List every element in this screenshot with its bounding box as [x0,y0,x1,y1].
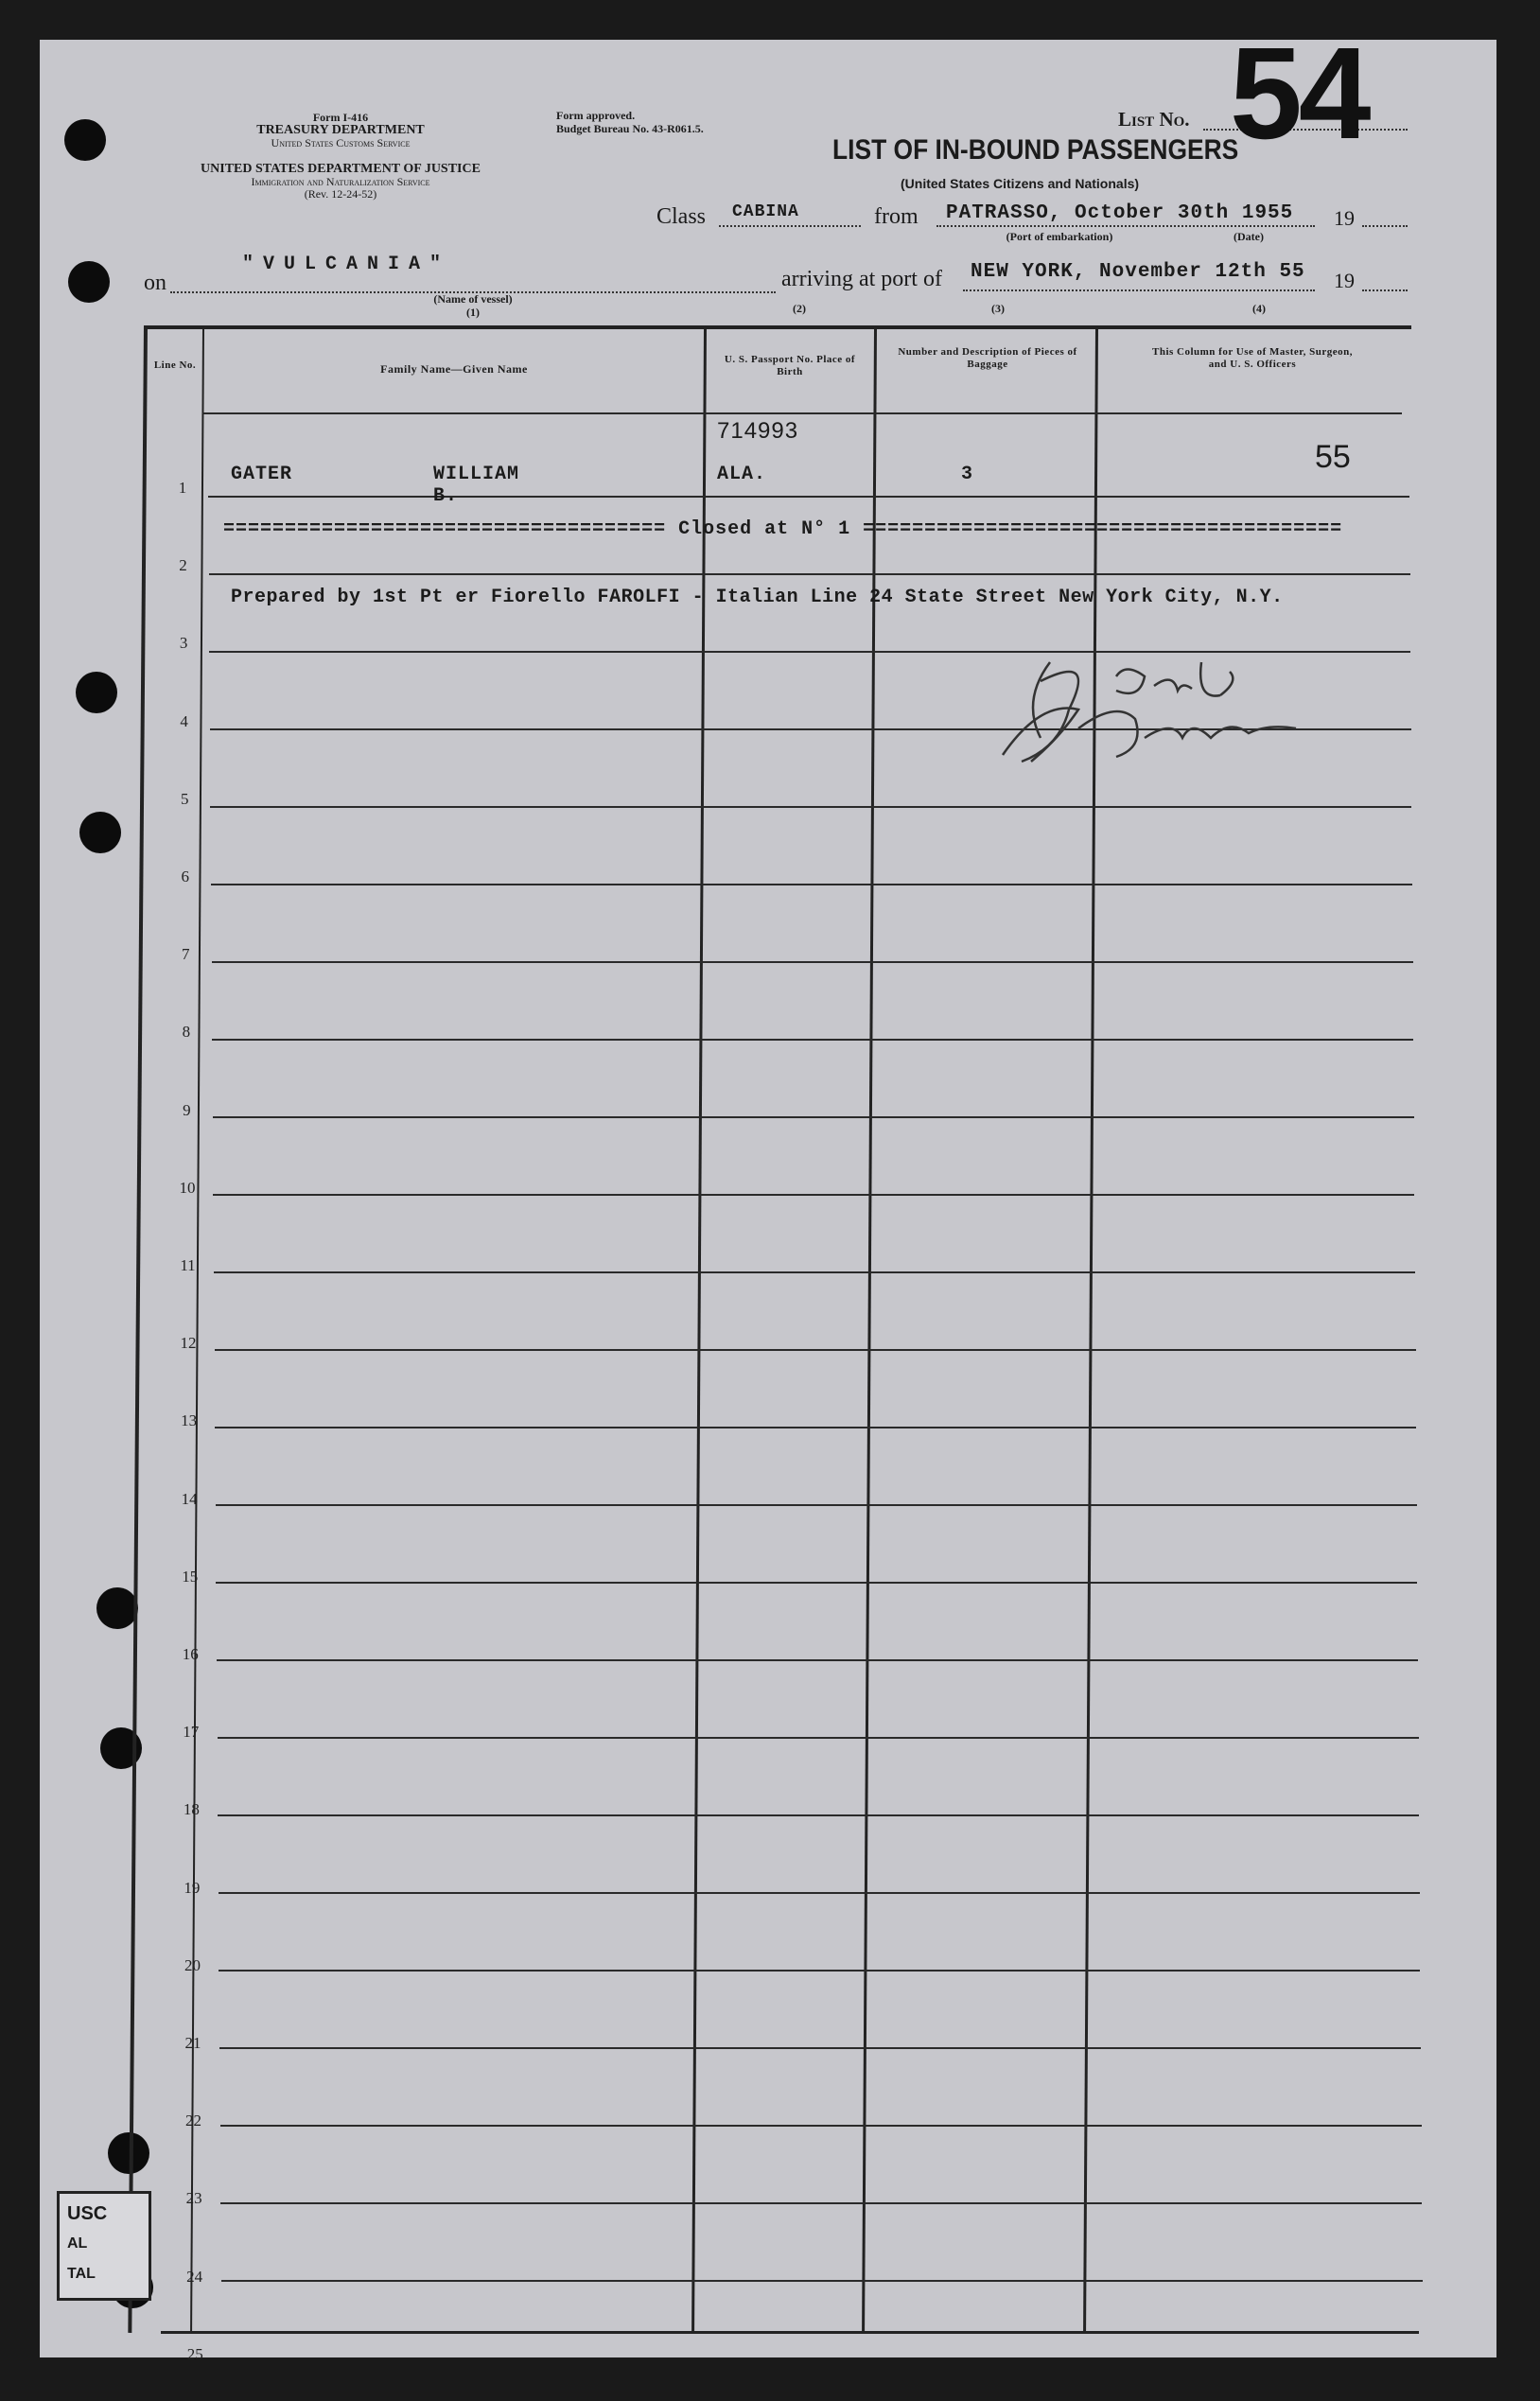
binder-hole [76,672,117,713]
from-label: from [874,204,919,229]
class-value: CABINA [732,202,799,221]
row-rule [214,1271,1415,1273]
row-rule [219,1892,1420,1894]
column-header-line-no: Line No. [153,359,197,371]
line-number: 4 [180,711,188,730]
row-rule [218,1737,1419,1739]
line-number: 25 [186,2344,203,2363]
line-number: 10 [179,1178,196,1197]
row-rule [219,2047,1421,2049]
line-number: 5 [180,789,189,808]
line-number: 8 [182,1023,191,1042]
line-number: 21 [184,2034,201,2052]
line-number: 14 [181,1489,198,1508]
column-header-baggage: Number and Description of Pieces of Baggage [898,346,1077,370]
arriving-value: NEW YORK, November 12th 55 [971,261,1305,283]
row-rule [215,1349,1416,1351]
line-number: 2 [179,556,187,575]
handwritten-signature [984,643,1362,776]
line-number: 3 [179,634,188,653]
class-underline [719,225,861,227]
line-number: 16 [182,1645,199,1663]
treasury-department: TREASURY DEPARTMENT [256,123,425,137]
stamp-line-3: TAL [67,2266,96,2282]
given-name: WILLIAM B. [433,464,520,507]
stamp-line-2: AL [67,2235,88,2252]
closed-at-text [223,518,1434,540]
row-rule [212,1039,1413,1041]
line-number: 17 [183,1723,200,1742]
document-title: LIST OF IN-BOUND PASSENGERS [832,134,1239,166]
column-header-name: Family Name—Given Name [380,362,528,376]
from-underline [936,225,1315,227]
line-number: 24 [186,2267,203,2286]
row-rule [219,1970,1420,1972]
form-number: Form I-416 [312,111,369,124]
class-label: Class [656,204,707,229]
department-of-justice: UNITED STATES DEPARTMENT OF JUSTICE [201,162,481,176]
line-number: 7 [182,945,190,964]
year-prefix-2: 19 [1334,269,1355,292]
immigration-service: Immigration and Naturalization Service [251,175,430,188]
date-caption: (Date) [1234,230,1264,243]
from-value: PATRASSO, October 30th 1955 [946,202,1294,224]
line-number: 12 [180,1334,197,1353]
vessel-value: "VULCANIA" [242,254,451,275]
ink-stamp [57,2191,151,2301]
list-no-label: List No. [1118,108,1190,131]
row-rule [210,806,1411,808]
column-header-passport: U. S. Passport No. Place of Birth [724,354,856,377]
line-number: 20 [184,1955,201,1974]
line-number: 19 [184,1878,201,1897]
row-rule [217,1659,1418,1661]
binder-hole [64,119,106,161]
family-name: GATER [231,464,293,485]
port-embarkation-caption: (Port of embarkation) [1006,230,1113,243]
officer-note: 55 [1315,439,1351,475]
list-no-value: 54 [1230,21,1368,166]
on-label: on [144,271,166,295]
year-underline-2 [1362,289,1408,291]
arriving-label: arriving at port of [781,267,942,291]
vessel-caption: (Name of vessel) [433,292,513,306]
binder-hole [68,261,110,303]
document-subtitle: (United States Citizens and Nationals) [901,176,1140,191]
binder-hole [79,812,121,853]
prepared-by-text: Prepared by 1st Pt er Fiorello FAROLFI - Italian Line 24 State Street New York City, N.Y. [231,587,1284,608]
arriving-underline [963,289,1315,291]
line-number: 1 [178,479,187,497]
row-rule [213,1116,1414,1118]
line-number: 15 [182,1567,199,1586]
line-number: 11 [180,1256,196,1274]
line-number: 23 [185,2189,202,2208]
stamp-line-1: USC [67,2203,108,2224]
col-4-caption: (4) [1252,302,1266,315]
row-rule [209,573,1410,575]
line-number: 18 [183,1800,200,1819]
row-rule [216,1582,1417,1584]
line-number: 22 [185,2112,202,2130]
binder-hole [96,1587,138,1629]
row-rule [208,496,1409,498]
form-approved: Form approved. [556,109,636,122]
row-rule [212,961,1413,963]
row-rule [220,2202,1422,2204]
year-prefix-1: 19 [1334,206,1355,230]
revision-date: (Rev. 12-24-52) [304,187,377,201]
passport-number: 714993 [717,418,799,444]
col-1-caption: (1) [466,306,480,319]
header-bottom-rule [202,412,1402,414]
table-bottom-border [161,2331,1419,2334]
line-number: 13 [181,1411,198,1430]
baggage-count: 3 [961,464,974,485]
customs-service: United States Customs Service [271,136,411,149]
document-page [40,40,1496,2357]
col-3-caption: (3) [991,302,1005,315]
closed-dashes-left: ==================================== [223,518,679,540]
row-rule [216,1504,1417,1506]
closed-dashes-right: ======================================= [850,518,1343,540]
line-number: 6 [181,868,189,885]
row-rule [221,2280,1423,2282]
place-of-birth: ALA. [717,464,767,485]
table-top-border [144,325,1411,329]
year-underline-1 [1362,225,1408,227]
closed-label: Closed at N° 1 [678,518,851,540]
row-rule [211,884,1412,885]
row-rule [213,1194,1414,1196]
row-rule [215,1427,1416,1428]
budget-bureau: Budget Bureau No. 43-R061.5. [556,122,704,135]
row-rule [220,2125,1422,2127]
col-2-caption: (2) [793,302,806,315]
column-header-officers: This Column for Use of Master, Surgeon, and U. S. Officers [1151,346,1353,370]
row-rule [218,1814,1419,1816]
line-number: 9 [183,1100,191,1119]
